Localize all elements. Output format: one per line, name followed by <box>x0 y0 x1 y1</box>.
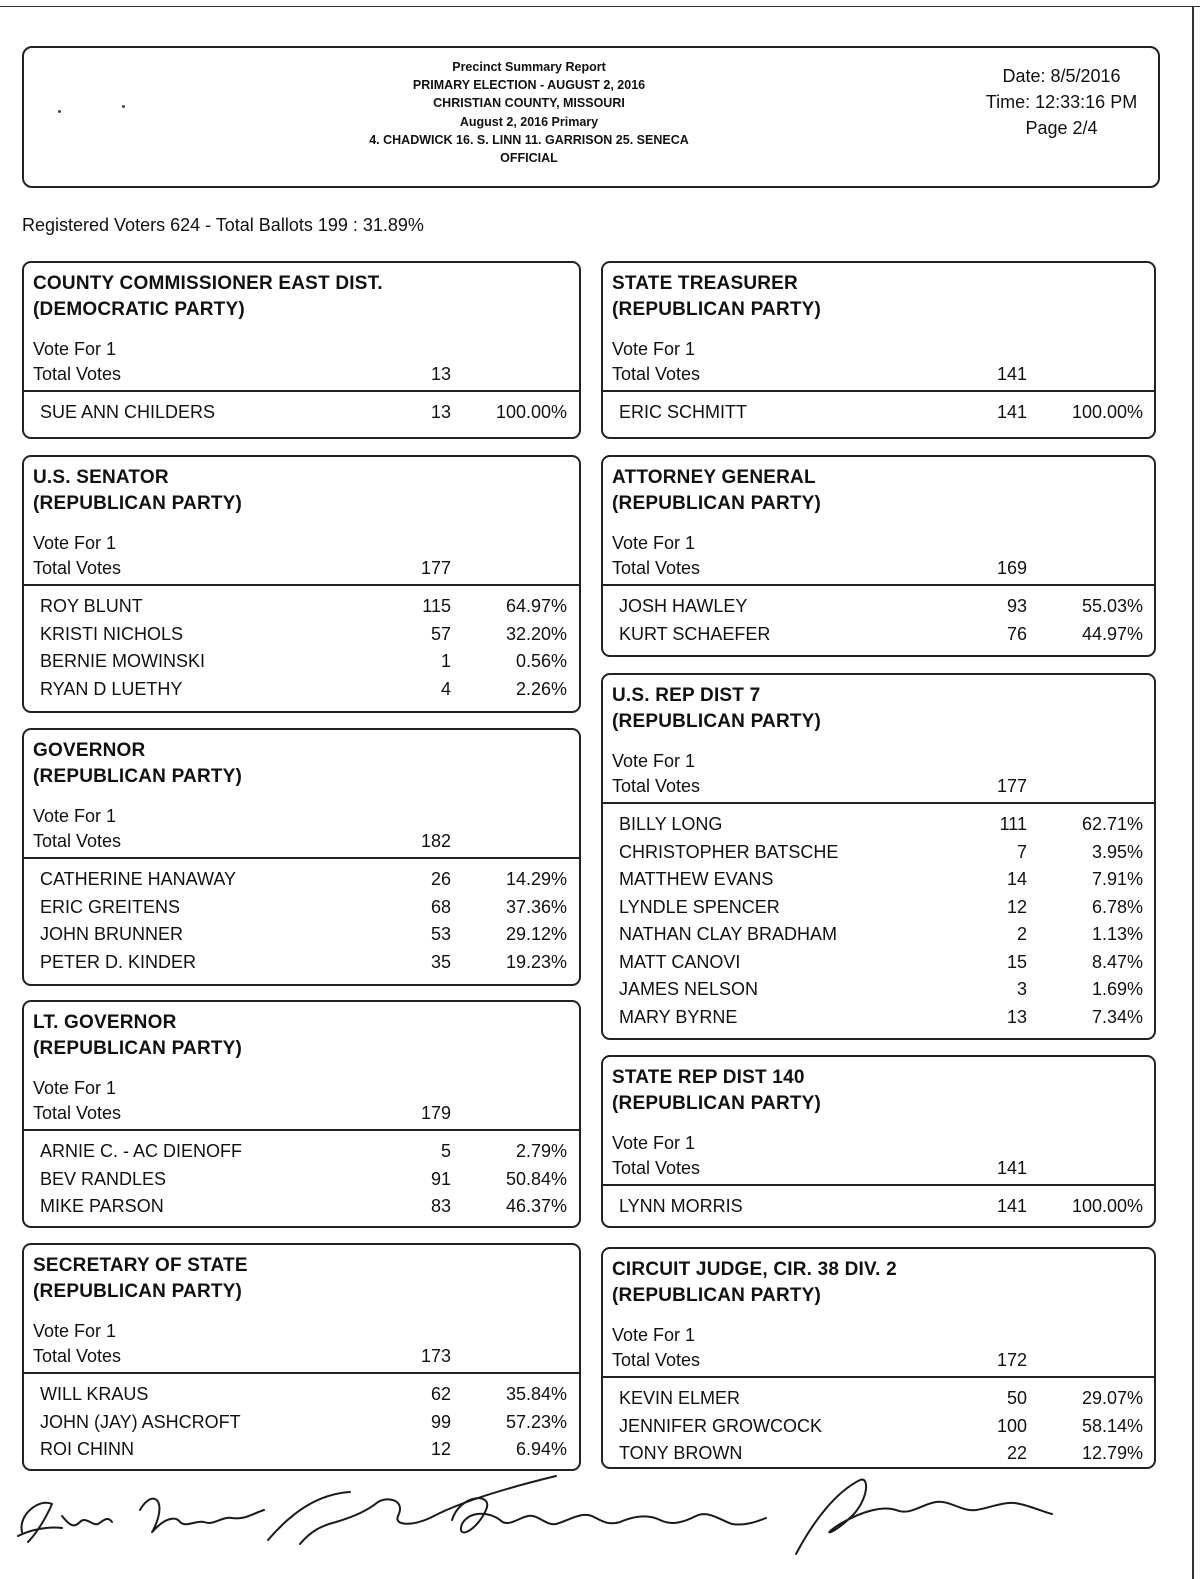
race-title <box>612 1065 821 1117</box>
report-date: Date: 8/5/2016 <box>1002 66 1121 86</box>
signature-1 <box>18 1503 112 1542</box>
candidate-votes: 50 <box>1006 1388 1027 1408</box>
candidate-percent: 12.79% <box>1081 1443 1143 1463</box>
candidate-row <box>603 1443 1154 1471</box>
race-box-state-treasurer <box>601 261 1156 439</box>
candidate-votes: 2 <box>1016 924 1027 944</box>
candidate-row <box>24 1439 579 1467</box>
race-office: LT. GOVERNOR <box>33 1012 177 1033</box>
race-divider <box>603 584 1154 586</box>
candidate-votes: 93 <box>1006 596 1027 616</box>
page-number: Page 2/4 <box>1025 118 1098 138</box>
candidate-row <box>603 897 1154 925</box>
candidate-name: KEVIN ELMER <box>619 1388 741 1408</box>
candidate-votes: 5 <box>440 1141 451 1161</box>
candidate-row <box>603 402 1154 430</box>
race-divider <box>24 1129 579 1131</box>
race-party: (REPUBLICAN PARTY) <box>612 299 822 320</box>
candidate-name: MARY BYRNE <box>619 1006 738 1027</box>
race-title <box>33 465 242 517</box>
candidate-row <box>24 1412 579 1440</box>
candidate-row <box>603 924 1154 952</box>
race-divider <box>603 802 1154 804</box>
candidate-row <box>24 1169 579 1197</box>
candidate-name: JENNIFER GROWCOCK <box>619 1415 823 1436</box>
candidate-votes: 57 <box>430 623 451 644</box>
vote-for-label: Vote For 1 <box>612 1325 696 1345</box>
candidate-name: WILL KRAUS <box>40 1384 149 1404</box>
total-votes-value: 182 <box>420 831 451 851</box>
race-party: (REPUBLICAN PARTY) <box>33 1281 243 1302</box>
candidate-percent: 1.13% <box>1091 924 1143 944</box>
candidate-name: PETER D. KINDER <box>40 951 197 972</box>
candidate-name: ARNIE C. - AC DIENOFF <box>40 1141 243 1161</box>
candidate-votes: 141 <box>996 402 1027 422</box>
header-line: CHRISTIAN COUNTY, MISSOURI <box>433 96 625 111</box>
candidate-name: RYAN D LUETHY <box>40 678 183 699</box>
report-header <box>22 46 1160 188</box>
candidate-votes: 111 <box>999 814 1027 834</box>
candidate-row <box>24 897 579 925</box>
race-divider <box>603 390 1154 392</box>
race-box-state-rep-dist-140 <box>601 1055 1156 1228</box>
candidate-percent: 29.07% <box>1081 1388 1143 1408</box>
race-party: (REPUBLICAN PARTY) <box>33 766 243 787</box>
total-votes-label: Total Votes <box>612 776 701 796</box>
candidate-votes: 76 <box>1006 623 1027 644</box>
vote-for-label: Vote For 1 <box>33 1321 117 1341</box>
candidate-row <box>603 1007 1154 1035</box>
candidate-votes: 53 <box>430 924 451 944</box>
race-title <box>612 271 821 323</box>
total-votes-value: 177 <box>420 558 451 578</box>
race-divider <box>603 1376 1154 1378</box>
candidate-percent: 55.03% <box>1081 596 1143 616</box>
race-box-lt-governor <box>22 1000 581 1228</box>
race-party: (REPUBLICAN PARTY) <box>612 493 822 514</box>
candidate-name: MIKE PARSON <box>40 1196 164 1216</box>
candidate-percent: 46.37% <box>505 1196 567 1216</box>
candidate-row <box>603 596 1154 624</box>
header-line: 4. CHADWICK 16. S. LINN 11. GARRISON 25. SENECA <box>369 132 689 147</box>
race-title <box>612 465 821 517</box>
candidate-votes: 14 <box>1006 869 1027 889</box>
candidate-votes: 15 <box>1006 951 1027 972</box>
candidate-row <box>24 596 579 624</box>
candidate-percent: 57.23% <box>505 1411 567 1432</box>
candidate-votes: 83 <box>430 1196 451 1216</box>
race-office: U.S. SENATOR <box>33 467 169 488</box>
candidate-name: ROY BLUNT <box>40 596 143 616</box>
candidate-percent: 19.23% <box>505 951 567 972</box>
race-divider <box>24 857 579 859</box>
signatures <box>0 1470 1200 1579</box>
race-divider <box>24 584 579 586</box>
candidate-votes: 12 <box>430 1439 451 1459</box>
candidate-row <box>24 924 579 952</box>
total-votes-label: Total Votes <box>612 364 701 384</box>
candidate-row <box>603 1416 1154 1444</box>
candidate-percent: 7.91% <box>1091 869 1143 889</box>
candidate-percent: 44.97% <box>1081 623 1143 644</box>
race-box-secretary-of-state <box>22 1243 581 1471</box>
candidate-name: MATT CANOVI <box>619 951 741 972</box>
race-party: (REPUBLICAN PARTY) <box>612 1285 822 1306</box>
candidate-votes: 91 <box>430 1168 451 1189</box>
candidate-name: KRISTI NICHOLS <box>40 623 184 644</box>
candidate-votes: 99 <box>430 1411 451 1432</box>
race-party: (REPUBLICAN PARTY) <box>33 1038 243 1059</box>
candidate-row <box>603 1388 1154 1416</box>
vote-for-label: Vote For 1 <box>33 339 117 359</box>
header-title-block <box>284 58 774 167</box>
candidate-percent: 32.20% <box>505 623 567 644</box>
candidate-votes: 7 <box>1016 841 1027 862</box>
candidate-percent: 2.26% <box>515 678 567 699</box>
race-divider <box>603 1184 1154 1186</box>
candidate-percent: 14.29% <box>505 869 567 889</box>
total-votes-value: 173 <box>420 1346 451 1366</box>
candidate-row <box>603 1196 1154 1224</box>
race-divider <box>24 390 579 392</box>
race-title <box>612 683 821 735</box>
candidate-row <box>24 1196 579 1224</box>
candidate-votes: 3 <box>1016 979 1027 999</box>
candidate-row <box>24 869 579 897</box>
vote-for-label: Vote For 1 <box>612 751 696 771</box>
candidate-votes: 141 <box>996 1196 1027 1216</box>
candidate-percent: 3.95% <box>1091 841 1143 862</box>
candidate-row <box>24 1384 579 1412</box>
candidate-row <box>603 624 1154 652</box>
candidate-name: TONY BROWN <box>619 1443 743 1463</box>
header-line: August 2, 2016 Primary <box>459 114 599 129</box>
candidate-votes: 4 <box>440 678 451 699</box>
candidate-name: LYNDLE SPENCER <box>619 896 780 917</box>
candidate-name: JOHN (JAY) ASHCROFT <box>40 1411 241 1432</box>
registered-voters-summary: Registered Voters 624 - Total Ballots 199 : 31.89% <box>22 215 424 235</box>
race-office: CIRCUIT JUDGE, CIR. 38 DIV. 2 <box>612 1259 897 1280</box>
candidate-percent: 2.79% <box>515 1141 567 1161</box>
total-votes-value: 141 <box>996 364 1027 384</box>
race-title <box>33 1010 242 1062</box>
candidate-percent: 8.47% <box>1091 951 1143 972</box>
candidate-name: CHRISTOPHER BATSCHE <box>619 841 839 862</box>
candidate-row <box>603 979 1154 1007</box>
candidate-row <box>24 624 579 652</box>
race-title <box>33 271 383 323</box>
race-title <box>33 1253 248 1305</box>
race-party: (DEMOCRATIC PARTY) <box>33 299 245 320</box>
race-party: (REPUBLICAN PARTY) <box>612 1093 822 1114</box>
signature-3 <box>268 1476 556 1544</box>
candidate-row <box>24 651 579 679</box>
race-title <box>33 738 242 790</box>
candidate-votes: 13 <box>1006 1006 1027 1027</box>
total-votes-label: Total Votes <box>33 364 122 384</box>
candidate-name: ERIC GREITENS <box>40 896 181 917</box>
vote-for-label: Vote For 1 <box>612 533 696 553</box>
race-office: COUNTY COMMISSIONER EAST DIST. <box>33 273 383 294</box>
signature-4 <box>452 1498 766 1532</box>
candidate-name: NATHAN CLAY BRADHAM <box>619 924 838 944</box>
candidate-percent: 0.56% <box>515 651 567 671</box>
candidate-votes: 26 <box>430 869 451 889</box>
header-line: Precinct Summary Report <box>452 60 606 74</box>
candidate-percent: 35.84% <box>505 1384 567 1404</box>
candidate-percent: 58.14% <box>1081 1415 1143 1436</box>
candidate-percent: 1.69% <box>1091 979 1143 999</box>
total-votes-label: Total Votes <box>612 558 701 578</box>
total-votes-value: 177 <box>996 776 1027 796</box>
candidate-name: JOSH HAWLEY <box>619 596 748 616</box>
candidate-name: KURT SCHAEFER <box>619 623 771 644</box>
candidate-name: BERNIE MOWINSKI <box>40 651 206 671</box>
vote-for-label: Vote For 1 <box>612 339 696 359</box>
page-edge-top <box>0 6 1200 7</box>
candidate-row <box>24 1141 579 1169</box>
scan-speck <box>122 105 125 108</box>
candidate-name: LYNN MORRIS <box>619 1196 743 1216</box>
candidate-name: ERIC SCHMITT <box>619 402 747 422</box>
candidate-percent: 6.78% <box>1091 896 1143 917</box>
race-office: ATTORNEY GENERAL <box>612 467 816 488</box>
total-votes-value: 169 <box>996 558 1027 578</box>
candidate-name: SUE ANN CHILDERS <box>40 402 216 422</box>
race-party: (REPUBLICAN PARTY) <box>612 711 822 732</box>
candidate-percent: 37.36% <box>505 896 567 917</box>
candidate-percent: 6.94% <box>515 1439 567 1459</box>
total-votes-label: Total Votes <box>612 1158 701 1178</box>
race-box-governor <box>22 728 581 986</box>
race-box-circuit-judge-cir-38-div-2 <box>601 1247 1156 1469</box>
race-box-u-s-senator <box>22 455 581 713</box>
total-votes-label: Total Votes <box>33 558 122 578</box>
candidate-row <box>603 952 1154 980</box>
report-time: Time: 12:33:16 PM <box>985 92 1138 112</box>
total-votes-label: Total Votes <box>33 831 122 851</box>
race-box-u-s-rep-dist-7 <box>601 673 1156 1040</box>
candidate-votes: 68 <box>430 896 451 917</box>
candidate-votes: 12 <box>1006 896 1027 917</box>
race-box-county-commissioner-east-dist <box>22 261 581 439</box>
total-votes-label: Total Votes <box>33 1103 122 1123</box>
race-box-attorney-general <box>601 455 1156 657</box>
total-votes-label: Total Votes <box>33 1346 122 1366</box>
scan-speck <box>58 110 61 113</box>
candidate-row <box>24 679 579 707</box>
candidate-row <box>24 402 579 430</box>
candidate-votes: 100 <box>996 1415 1027 1436</box>
candidate-percent: 100.00% <box>1071 1196 1143 1216</box>
candidate-name: BILLY LONG <box>619 814 723 834</box>
race-party: (REPUBLICAN PARTY) <box>33 493 243 514</box>
total-votes-value: 179 <box>420 1103 451 1123</box>
candidate-row <box>603 814 1154 842</box>
candidate-name: JOHN BRUNNER <box>40 924 184 944</box>
candidate-votes: 13 <box>430 402 451 422</box>
page-edge-right <box>1192 6 1194 1579</box>
header-line: PRIMARY ELECTION - AUGUST 2, 2016 <box>412 78 646 93</box>
candidate-votes: 22 <box>1006 1443 1027 1463</box>
total-votes-value: 13 <box>430 364 451 384</box>
race-office: STATE REP DIST 140 <box>612 1067 805 1088</box>
candidate-name: JAMES NELSON <box>619 979 759 999</box>
candidate-votes: 115 <box>422 596 451 616</box>
candidate-row <box>603 842 1154 870</box>
race-office: U.S. REP DIST 7 <box>612 685 761 706</box>
vote-for-label: Vote For 1 <box>33 1078 117 1098</box>
candidate-name: ROI CHINN <box>40 1439 134 1459</box>
vote-for-label: Vote For 1 <box>612 1133 696 1153</box>
candidate-percent: 100.00% <box>1071 402 1143 422</box>
candidate-name: BEV RANDLES <box>40 1168 167 1189</box>
candidate-votes: 1 <box>440 651 451 671</box>
candidate-percent: 29.12% <box>505 924 567 944</box>
total-votes-value: 141 <box>996 1158 1027 1178</box>
candidate-percent: 64.97% <box>505 596 567 616</box>
candidate-votes: 35 <box>430 951 451 972</box>
candidate-percent: 62.71% <box>1081 814 1143 834</box>
candidate-percent: 50.84% <box>505 1168 567 1189</box>
total-votes-value: 172 <box>996 1350 1027 1370</box>
candidate-row <box>603 869 1154 897</box>
candidate-name: CATHERINE HANAWAY <box>40 869 237 889</box>
candidate-row <box>24 952 579 980</box>
header-meta <box>964 63 1159 141</box>
vote-for-label: Vote For 1 <box>33 806 117 826</box>
header-line: OFFICIAL <box>500 151 558 166</box>
candidate-votes: 62 <box>430 1384 451 1404</box>
candidate-percent: 7.34% <box>1091 1006 1143 1027</box>
candidate-percent: 100.00% <box>495 402 567 422</box>
signature-5 <box>796 1480 1052 1554</box>
vote-for-label: Vote For 1 <box>33 533 117 553</box>
signature-2 <box>140 1499 264 1532</box>
total-votes-label: Total Votes <box>612 1350 701 1370</box>
race-office: GOVERNOR <box>33 740 146 761</box>
candidate-name: MATTHEW EVANS <box>619 869 774 889</box>
race-title <box>612 1257 897 1309</box>
race-office: SECRETARY OF STATE <box>33 1255 248 1276</box>
race-divider <box>24 1372 579 1374</box>
race-office: STATE TREASURER <box>612 273 798 294</box>
